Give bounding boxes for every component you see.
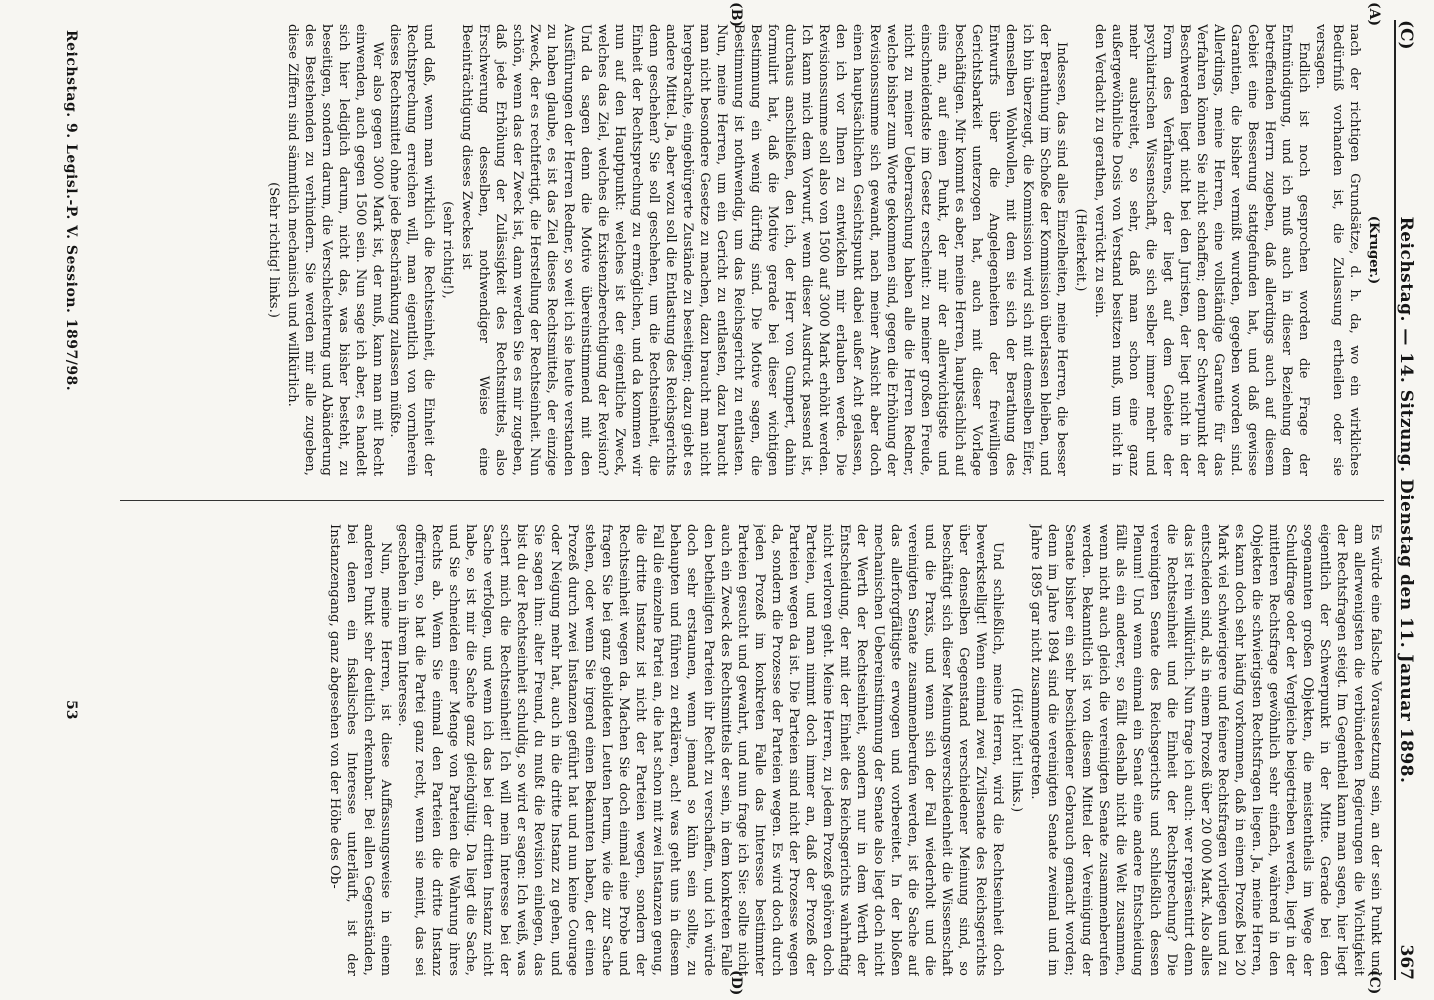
margin-letter-d: (D) <box>728 970 744 996</box>
interjection: (Sehr richtig! links.) <box>266 182 281 318</box>
column-divider <box>120 500 1384 501</box>
header-title: Reichstag. — 14. Sitzung. Dienstag den 11. Januar 1898. <box>1396 216 1416 784</box>
paragraph: nach der richtigen Grundsätze, d. h. da, wo ein wirkliches Bedürfniß vorhanden ist, die Zulassung ertheilen oder sie versagen. <box>1313 24 1362 476</box>
margin-letter-a: (A) <box>1366 2 1382 27</box>
paragraph: Endlich ist noch gesprochen worden die Frage der Entmündigung, und ich muß auch in dieser Beziehung dem betreffenden Herrn zugeben, daß allerdings auch auf diesem Gebiet eine Besserung stattgefunden hat, und daß gewisse Garantien, die bisher vermißt wurden, gegeben worden sind. Allerdings, meine Herren, eine vollständige Garantie für das Verfahren können Sie nicht schaffen; denn der Schwerpunkt der Beschwerden liegt nicht bei den Juristen, der liegt nicht in der Form des Verfahrens, der liegt auf dem Gebiete der psychiatrischen Wissenschaft, die sich selber immer mehr und mehr ausbreitet, so sehr, daß man schon eine ganz außergewöhnliche Dosis von Verstand besitzen muß, um nicht in den Verdacht zu gerathen, verrückt zu sein. <box>1092 24 1311 476</box>
paragraph: Nun, meine Herren, ist diese Auffassungsweise in einem anderen Punkt sehr deutlich erkennbar. Bei allen Gegenständen, bei denen ein fiskalisches Interesse unterläuft, ist der Instanzengang, ganz abgesehen von der Höhe des Ob- <box>327 524 393 976</box>
paragraph: Indessen, das sind alles Einzelheiten, meine Herren, die besser der Berathung im Schoße der Kommission überlassen bleiben, und ich bin überzeugt, die Kommission wird sich mit demselben Eifer, demselben Wohlwollen, mit dem sie sich der Berathung des Entwurfs über die Angelegenheiten der freiwilligen Gerichtsbarkeit unterzogen hat, auch mit dieser Vorlage beschäftigen. Mir kommt es aber, meine Herren, hauptsächlich auf eins an, auf einen Punkt, der mir der allerwichtigste und einschneidendste im Gesetz erscheint: zu meiner großen Freude, nicht zu meiner Ueberraschung haben alle die Herren Redner, welche bisher zum Worte gekommen sind, gegen die Erhöhung der Revisionssumme sich gewandt, nach meiner Ansicht aber doch einen hauptsächlichen Gesichtspunkt dabei außer Acht gelassen, den ich vor Ihnen zu entwickeln mir erlauben werde. Die Revisionssumme soll also von 1500 auf 3000 Mark erhöht werden. Ich kann mich dem Vorwurf, wenn dieser Ausdruck passend ist, durchaus anschließen, den ich, der Herr von Gumpert, dahin formulirt hat, daß die Motive gerade bei dieser wichtigen Bestimmung ein wenig dürftig sind. Die Motive sagen, die Bestimmung ist nothwendig, um das Reichsgericht zu entlasten. Nun, meine Herren, um ein Gericht zu entlasten, dazu braucht man nicht besondere Gesetze zu machen, dazu braucht man nicht hergebrachte, eingebürgerte Zustände zu beseitigen; dazu giebt es andere Mittel. Ja, aber wozu soll die Entlastung des Reichsgerichts denn geschehen? Sie soll geschehen, um die Rechtseinheit, die Einheit der Rechtsprechung zu ermöglichen, und da kommen wir nun auf den Hauptpunkt: welches ist der eigentliche Zweck, welches das Ziel, welches die Existenzberechtigung der Revision? Und da sagen denn die Motive übereinstimmend mit den Ausführungen der Herren Redner, so weit ich sie heute verstanden zu haben glaube, es ist das Ziel dieses Rechtsmittels, der einzige Zweck, der es rechtfertigt, die Herstellung der Rechtseinheit. Nun schön, wenn das der Zweck ist, dann werden Sie es mir zugeben, daß jede Erhöhung der Zulässigkeit des Rechtsmittels, also Erschwerung desselben, nothwendiger Weise eine Beeinträchtigung dieses Zweckes ist <box>459 24 1069 476</box>
speaker-name: (Kruger.) <box>1366 215 1381 285</box>
left-column <box>70 24 1384 476</box>
paragraph: Es würde eine falsche Voraussetzung sein, an der sein Punkt und am allerwenigsten die verbündeten Regierungen die Wichtigkeit der Rechtsfragen steigt. Im Gegentheil kann man sagen, hier liegt eigentlich der Schwerpunkt in der Mitte. Gerade bei den sogenannten großen Objekten, die meistentheils im Wege der Schuldfrage oder der Vergleiche beigetrieben werden, liegt in der mittleren Rechtsfrage gewöhnlich sehr einfach, während in den Objekten die schwierigsten Rechtsfragen liegen. Ja, meine Herren, es kann doch sehr häufig vorkommen, daß in einem Prozeß bei 20 Mark viel schwierigere und feinere Rechtsfragen vorliegen und zu entscheiden sind, als in einem Prozeß über 20 000 Mark. Also alles das ist rein willkürlich. Nun frage ich auch: wer repräsentirt denn die Rechtseinheit und die Einheit der Rechtsprechung? Die vereinigten Senate des Reichsgerichts und schließlich dessen Plenum! Und wenn einmal ein Senat eine andere Entscheidung fällt als ein anderer, so fällt deshalb nicht die Welt zusammen, wenn nicht auch gleich die vereinigten Senate zusammenberufen werden. Bekanntlich ist von diesem Mittel der Vereinigung der Senate bisher ein sehr beschiedener Gebrauch gemacht worden; denn im Jahre 1894 sind die vereinigten Senate zweimal und im Jahre 1895 gar nicht zusammengetreten. <box>1028 524 1383 976</box>
paragraph: Wer also gegen 3000 Mark ist, der muß, kann man mit Recht einwenden, auch gegen 1500 sein. Nun sage ich aber, es handelt sich hier lediglich darum, nicht das, was bisher besteht, zu beseitigen, sondern darum, die Verschlechterung und Abänderung des Bestehenden zu verhindern. Sie werden mir alle zugeben, diese Ziffern sind sämmtlich mechanisch und willkürlich. <box>285 24 385 476</box>
page-header <box>1394 20 1422 980</box>
footer-session: Reichstag. 9. Legisl.-P. V. Session. 1897/98. <box>63 30 79 392</box>
margin-letter-b: (B) <box>728 2 744 28</box>
margin-letter-c: (C) <box>1366 970 1382 995</box>
paragraph: Und schließlich, meine Herren, wird die Rechtseinheit doch bewerkstelligt! Wenn einmal zwei Zivilsenate des Reichsgerichts über denselben Gegenstand verschiedener Meinung sind, so beschäftigt sich dieser Meinungsverschiedenheit die Wissenschaft und die Praxis, und wenn sich der Fall wiederholt und die vereinigten Senate zusammenberufen werden, ist die Sache auf das allerforgfältigste erwogen und vorbereitet. In der bloßen mechanischen Uebereinstimmung der Senate also liegt doch nicht der Werth der Rechtseinheit, sondern nur in dem Werth der Entscheidung, der mit der Einheit des Reichsgerichts wahrhaftig nicht verloren geht. Meine Herren, zu jedem Prozeß gehören doch Parteien, und man nimmt doch immer an, daß der Prozeß der Parteien wegen da ist. Die Parteien sind nicht der Prozesse wegen da, sondern die Prozesse der Parteien wegen. Es wird doch durch jeden Prozeß im konkreten Falle das Interesse bestimmter Parteien gesucht und gewahrt, und nun frage ich Sie: sollte nicht auch ein Zweck des Rechtsmittels der sein, in dem konkreten Falle den betheiligten Parteien ihr Recht zu verschaffen, und ich würde doch sehr erstaunen, wenn jemand so kühn sein sollte, zu behaupten und führen zu erklären, ach! was geht uns in diesem Fall die einzelne Partei an, die hat schon mit zwei Instanzen genug, die dritte Instanz ist nicht der Parteien wegen, sondern der Rechtseinheit wegen da. Machen Sie doch einmal eine Probe und fragen Sie bei ganz gebildeten Leuten herum, wie die zur Sache stehen, oder wenn Sie irgend einen Bekannten haben, der einen Prozeß durch zwei Instanzen geführt hat und nun keine Courage oder Neigung mehr hat, auch in die dritte Instanz zu gehen, und Sie sagen ihm: alter Freund, du mußt die Revision einlegen, das bist du der Rechtseinheit schuldig, so wird er sagen: Ich weiß, was schert mich die Rechtseinheit! Ich will mein Interesse bei der Sache verfolgen, und wenn ich das bei der dritten Instanz nicht habe, so ist mir die Sache ganz gleichgültig. Da liegt die Sache, und Sie schneiden einer Menge von Parteien die Wahrung ihres Rechts ab. Wenn Sie einmal den Parteien die dritte Instanz offeriren, so hat die Partei ganz recht, wenn sie meint, das sei geschehen in ihrem Interesse. <box>395 524 1005 976</box>
paragraph: und daß, wenn man wirklich die Rechtseinheit, die Einheit der Rechtsprechung erreichen will, man eigentlich von vornherein dieses Rechtsmittel ohne jede Beschränkung zulassen müßte. <box>387 24 436 476</box>
page-number: 367 <box>1396 944 1416 980</box>
interjection: (Heiterkeit.) <box>1073 208 1088 292</box>
interjection: (sehr richtig!), <box>440 201 455 299</box>
footer-sheet-number: 53 <box>63 700 79 720</box>
right-column <box>70 524 1384 976</box>
interjection: (Hört! hört! links.) <box>1009 687 1024 813</box>
header-margin-mark: (C) <box>1396 20 1416 50</box>
